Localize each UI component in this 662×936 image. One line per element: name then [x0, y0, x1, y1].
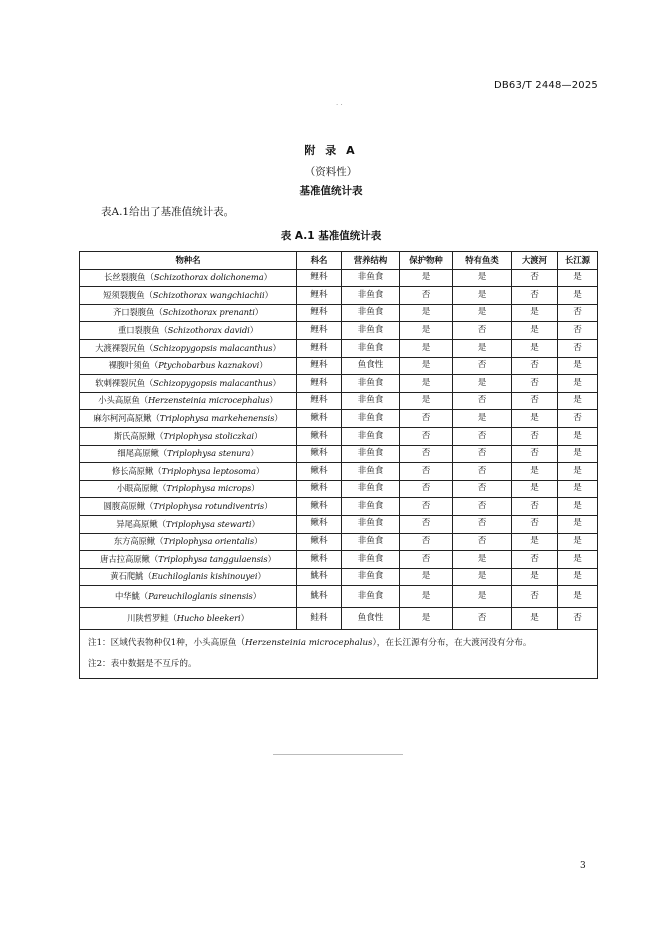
note-2: 注2：表中数据是不互斥的。 [88, 659, 197, 670]
dadu-cell: 是 [512, 322, 558, 340]
endemic-cell: 是 [453, 304, 512, 322]
trophic-cell: 非鱼食 [342, 392, 400, 410]
species-common-name: 斯氏高原鳅 [113, 430, 156, 441]
endemic-cell: 是 [453, 568, 512, 586]
protected-cell: 否 [400, 551, 453, 569]
protected-cell: 是 [400, 322, 453, 340]
yangtze-cell: 是 [558, 551, 598, 569]
species-name-cell: 中华鮡（Pareuchiloglanis sinensis） [80, 586, 297, 608]
trophic-cell: 鱼食性 [342, 357, 400, 375]
species-name-cell: 细尾高原鳅（Triplophysa stenura） [80, 445, 297, 463]
species-name-cell: 麻尔柯河高原鳅（Triplophysa markehenensis） [80, 410, 297, 428]
table-row [80, 427, 598, 445]
species-scientific-name: Schizothorax wangchiachii [152, 289, 265, 300]
appendix-subject: 基准值统计表 [299, 185, 363, 197]
table-row [80, 480, 598, 498]
endemic-cell: 否 [453, 498, 512, 516]
family-cell: 鳅科 [297, 515, 342, 533]
dadu-cell: 是 [512, 533, 558, 551]
column-header-protected: 保护物种 [400, 252, 453, 270]
trophic-cell: 非鱼食 [342, 551, 400, 569]
trophic-cell: 非鱼食 [342, 269, 400, 287]
species-scientific-name: Pareuchiloglanis sinensis [148, 591, 253, 602]
species-common-name: 东方高原鳅 [113, 536, 156, 547]
species-common-name: 短须裂腹鱼 [103, 289, 145, 300]
protected-cell: 否 [400, 533, 453, 551]
species-common-name: 黄石爬鮡 [110, 571, 144, 582]
yangtze-cell: 是 [558, 480, 598, 498]
family-cell: 鲤科 [297, 269, 342, 287]
species-name-cell: 斯氏高原鳅（Triplophysa stoliczkai） [80, 427, 297, 445]
table-header-row [80, 252, 598, 270]
endemic-cell: 是 [453, 551, 512, 569]
dadu-cell: 否 [512, 375, 558, 393]
species-scientific-name: Triplophysa stoliczkai [163, 430, 254, 441]
dadu-cell: 否 [512, 427, 558, 445]
family-cell: 鳅科 [297, 480, 342, 498]
species-scientific-name: Ptychobarbus kaznakovi [158, 360, 260, 371]
family-cell: 鮡科 [297, 568, 342, 586]
note-1-text-before: 注1：区域代表物种仅1种，小头高原鱼（ [88, 638, 246, 649]
yangtze-cell: 是 [558, 533, 598, 551]
table-row [80, 463, 598, 481]
yangtze-cell: 是 [558, 269, 598, 287]
table-row [80, 287, 598, 305]
note-1-scientific-name: Herzensteinia microcephalus [245, 638, 373, 649]
species-scientific-name: Triplophysa tanggulaensis [158, 553, 268, 564]
dadu-cell: 是 [512, 463, 558, 481]
family-cell: 鲤科 [297, 375, 342, 393]
table-caption: 表 A.1 基准值统计表 [280, 230, 382, 242]
yangtze-cell: 否 [558, 322, 598, 340]
species-scientific-name: Schizopygopsis malacanthus [153, 377, 273, 388]
family-cell: 鲑科 [297, 608, 342, 630]
table-row [80, 533, 598, 551]
intro-paragraph: 表A.1给出了基准值统计表。 [101, 206, 235, 218]
yangtze-cell: 是 [558, 357, 598, 375]
table-row [80, 410, 598, 428]
species-common-name: 长丝裂腹鱼 [104, 272, 146, 283]
species-name-cell: 裸腹叶须鱼（Ptychobarbus kaznakovi） [80, 357, 297, 375]
trophic-cell: 非鱼食 [342, 375, 400, 393]
dadu-cell: 是 [512, 608, 558, 630]
dadu-cell: 否 [512, 515, 558, 533]
column-header-dadu-river: 大渡河 [512, 252, 558, 270]
endemic-cell: 否 [453, 608, 512, 630]
trophic-cell: 非鱼食 [342, 533, 400, 551]
species-name-cell: 修长高原鳅（Triplophysa leptosoma） [80, 463, 297, 481]
species-common-name: 唐古拉高原鳅 [100, 553, 150, 564]
species-name-cell: 小眼高原鳅（Triplophysa microps） [80, 480, 297, 498]
species-common-name: 软刺裸裂尻鱼 [95, 377, 145, 388]
trophic-cell: 非鱼食 [342, 586, 400, 608]
dadu-cell: 是 [512, 480, 558, 498]
species-common-name: 异尾高原鳅 [116, 518, 158, 529]
species-scientific-name: Triplophysa markehenensis [159, 413, 275, 424]
protected-cell: 是 [400, 339, 453, 357]
trophic-cell: 非鱼食 [342, 410, 400, 428]
species-scientific-name: Triplophysa orientalis [163, 536, 255, 547]
species-name-cell: 东方高原鳅（Triplophysa orientalis） [80, 533, 297, 551]
protected-cell: 是 [400, 357, 453, 375]
family-cell: 鲤科 [297, 339, 342, 357]
table-row [80, 269, 598, 287]
column-header-family: 科名 [297, 252, 342, 270]
dadu-cell: 是 [512, 410, 558, 428]
protected-cell: 否 [400, 410, 453, 428]
species-common-name: 大渡裸裂尻鱼 [95, 342, 145, 353]
dadu-cell: 否 [512, 269, 558, 287]
yangtze-cell: 是 [558, 375, 598, 393]
yangtze-cell: 否 [558, 410, 598, 428]
endemic-cell: 否 [453, 480, 512, 498]
species-common-name: 小头高原鱼 [98, 395, 140, 406]
dadu-cell: 是 [512, 568, 558, 586]
species-scientific-name: Schizothorax davidi [167, 325, 250, 336]
endemic-cell: 否 [453, 463, 512, 481]
trophic-cell: 非鱼食 [342, 568, 400, 586]
table-notes [80, 630, 598, 679]
protected-cell: 是 [400, 304, 453, 322]
species-common-name: 川陕哲罗鲑 [127, 613, 169, 624]
protected-cell: 否 [400, 445, 453, 463]
trophic-cell: 非鱼食 [342, 480, 400, 498]
dadu-cell: 否 [512, 445, 558, 463]
yangtze-cell: 是 [558, 392, 598, 410]
protected-cell: 否 [400, 480, 453, 498]
column-header-yangtze-source: 长江源 [558, 252, 598, 270]
trophic-cell: 非鱼食 [342, 445, 400, 463]
protected-cell: 是 [400, 608, 453, 630]
yangtze-cell: 是 [558, 287, 598, 305]
species-name-cell: 短须裂腹鱼（Schizothorax wangchiachii） [80, 287, 297, 305]
dadu-cell: 是 [512, 339, 558, 357]
endemic-cell: 是 [453, 375, 512, 393]
species-scientific-name: Euchiloglanis kishinouyei [151, 571, 258, 582]
table-row [80, 568, 598, 586]
yangtze-cell: 是 [558, 445, 598, 463]
table-row [80, 551, 598, 569]
endemic-cell: 是 [453, 287, 512, 305]
table-row [80, 608, 598, 630]
trophic-cell: 非鱼食 [342, 287, 400, 305]
trophic-cell: 非鱼食 [342, 304, 400, 322]
dadu-cell: 否 [512, 287, 558, 305]
yangtze-cell: 是 [558, 427, 598, 445]
family-cell: 鲤科 [297, 357, 342, 375]
family-cell: 鳅科 [297, 410, 342, 428]
yangtze-cell: 是 [558, 515, 598, 533]
endemic-cell: 否 [453, 445, 512, 463]
yangtze-cell: 是 [558, 568, 598, 586]
table-row [80, 498, 598, 516]
protected-cell: 否 [400, 427, 453, 445]
endemic-cell: 是 [453, 269, 512, 287]
protected-cell: 是 [400, 586, 453, 608]
page-number: 3 [580, 861, 586, 871]
trophic-cell: 非鱼食 [342, 322, 400, 340]
table-row [80, 322, 598, 340]
species-name-cell: 齐口裂腹鱼（Schizothorax prenanti） [80, 304, 297, 322]
table-row [80, 339, 598, 357]
protected-cell: 是 [400, 392, 453, 410]
table-row [80, 375, 598, 393]
endemic-cell: 否 [453, 533, 512, 551]
column-header-trophic: 营养结构 [342, 252, 400, 270]
appendix-nature: （资料性） [304, 166, 358, 178]
note-1 [88, 633, 589, 654]
yangtze-cell: 是 [558, 586, 598, 608]
species-common-name: 小眼高原鳅 [116, 483, 158, 494]
dadu-cell: 否 [512, 392, 558, 410]
table-notes-row [80, 630, 598, 679]
species-common-name: 中华鮡 [114, 591, 140, 602]
species-name-cell: 异尾高原鳅（Triplophysa stewarti） [80, 515, 297, 533]
note-1-text-after: ），在长江源有分布，在大渡河没有分布。 [372, 638, 532, 649]
species-scientific-name: Triplophysa stenura [167, 448, 251, 459]
header-dots: · · [336, 101, 343, 109]
species-common-name: 麻尔柯河高原鳅 [93, 413, 152, 424]
endemic-cell: 是 [453, 586, 512, 608]
species-common-name: 重口裂腹鱼 [118, 325, 160, 336]
species-common-name: 齐口裂腹鱼 [112, 307, 155, 318]
dadu-cell: 否 [512, 586, 558, 608]
endemic-cell: 否 [453, 392, 512, 410]
protected-cell: 否 [400, 498, 453, 516]
yangtze-cell: 否 [558, 608, 598, 630]
family-cell: 鳅科 [297, 551, 342, 569]
species-scientific-name: Herzensteinia microcephalus [147, 395, 270, 406]
table-row [80, 445, 598, 463]
table-row [80, 357, 598, 375]
species-scientific-name: Triplophysa stewarti [165, 518, 252, 529]
species-common-name: 裸腹叶须鱼 [108, 360, 150, 371]
endemic-cell: 是 [453, 410, 512, 428]
protected-cell: 否 [400, 463, 453, 481]
protected-cell: 是 [400, 269, 453, 287]
appendix-heading [0, 142, 662, 198]
family-cell: 鳅科 [297, 533, 342, 551]
endemic-cell: 否 [453, 357, 512, 375]
appendix-title: 附 录 A [304, 144, 358, 157]
species-common-name: 圆腹高原鳅 [103, 500, 145, 511]
footer-rule [273, 754, 403, 755]
species-name-cell: 重口裂腹鱼（Schizothorax davidi） [80, 322, 297, 340]
family-cell: 鲤科 [297, 322, 342, 340]
trophic-cell: 鱼食性 [342, 608, 400, 630]
dadu-cell: 否 [512, 551, 558, 569]
family-cell: 鳅科 [297, 463, 342, 481]
yangtze-cell: 否 [558, 304, 598, 322]
endemic-cell: 否 [453, 515, 512, 533]
yangtze-cell: 否 [558, 339, 598, 357]
species-scientific-name: Schizothorax prenanti [162, 307, 255, 318]
baseline-statistics-table [79, 251, 598, 679]
endemic-cell: 是 [453, 339, 512, 357]
species-name-cell: 大渡裸裂尻鱼（Schizopygopsis malacanthus） [80, 339, 297, 357]
protected-cell: 是 [400, 568, 453, 586]
document-code: DB63/T 2448—2025 [493, 80, 598, 91]
family-cell: 鳅科 [297, 498, 342, 516]
species-scientific-name: Hucho bleekeri [176, 613, 241, 624]
species-name-cell: 软刺裸裂尻鱼（Schizopygopsis malacanthus） [80, 375, 297, 393]
species-scientific-name: Schizopygopsis malacanthus [153, 342, 273, 353]
dadu-cell: 否 [512, 498, 558, 516]
family-cell: 鮡科 [297, 586, 342, 608]
protected-cell: 否 [400, 287, 453, 305]
trophic-cell: 非鱼食 [342, 339, 400, 357]
trophic-cell: 非鱼食 [342, 498, 400, 516]
species-name-cell: 长丝裂腹鱼（Schizothorax dolichonema） [80, 269, 297, 287]
yangtze-cell: 是 [558, 463, 598, 481]
table-row [80, 392, 598, 410]
dadu-cell: 是 [512, 304, 558, 322]
dadu-cell: 否 [512, 357, 558, 375]
table-body [80, 269, 598, 630]
protected-cell: 是 [400, 375, 453, 393]
column-header-endemic: 特有鱼类 [453, 252, 512, 270]
protected-cell: 否 [400, 515, 453, 533]
family-cell: 鲤科 [297, 304, 342, 322]
species-name-cell: 川陕哲罗鲑（Hucho bleekeri） [80, 608, 297, 630]
species-common-name: 细尾高原鳅 [117, 448, 159, 459]
yangtze-cell: 是 [558, 498, 598, 516]
trophic-cell: 非鱼食 [342, 427, 400, 445]
column-header-species: 物种名 [80, 252, 297, 270]
endemic-cell: 否 [453, 322, 512, 340]
trophic-cell: 非鱼食 [342, 515, 400, 533]
endemic-cell: 否 [453, 427, 512, 445]
table-row [80, 586, 598, 608]
table-row [80, 515, 598, 533]
species-name-cell: 圆腹高原鳅（Triplophysa rotundiventris） [80, 498, 297, 516]
species-common-name: 修长高原鳅 [111, 465, 154, 476]
family-cell: 鳅科 [297, 427, 342, 445]
species-name-cell: 小头高原鱼（Herzensteinia microcephalus） [80, 392, 297, 410]
species-name-cell: 唐古拉高原鳅（Triplophysa tanggulaensis） [80, 551, 297, 569]
family-cell: 鳅科 [297, 445, 342, 463]
family-cell: 鲤科 [297, 287, 342, 305]
species-scientific-name: Triplophysa leptosoma [161, 465, 256, 476]
species-scientific-name: Triplophysa rotundiventris [153, 500, 265, 511]
species-scientific-name: Schizothorax dolichonema [153, 272, 264, 283]
table-row [80, 304, 598, 322]
species-name-cell: 黄石爬鮡（Euchiloglanis kishinouyei） [80, 568, 297, 586]
family-cell: 鲤科 [297, 392, 342, 410]
species-scientific-name: Triplophysa microps [166, 483, 252, 494]
trophic-cell: 非鱼食 [342, 463, 400, 481]
